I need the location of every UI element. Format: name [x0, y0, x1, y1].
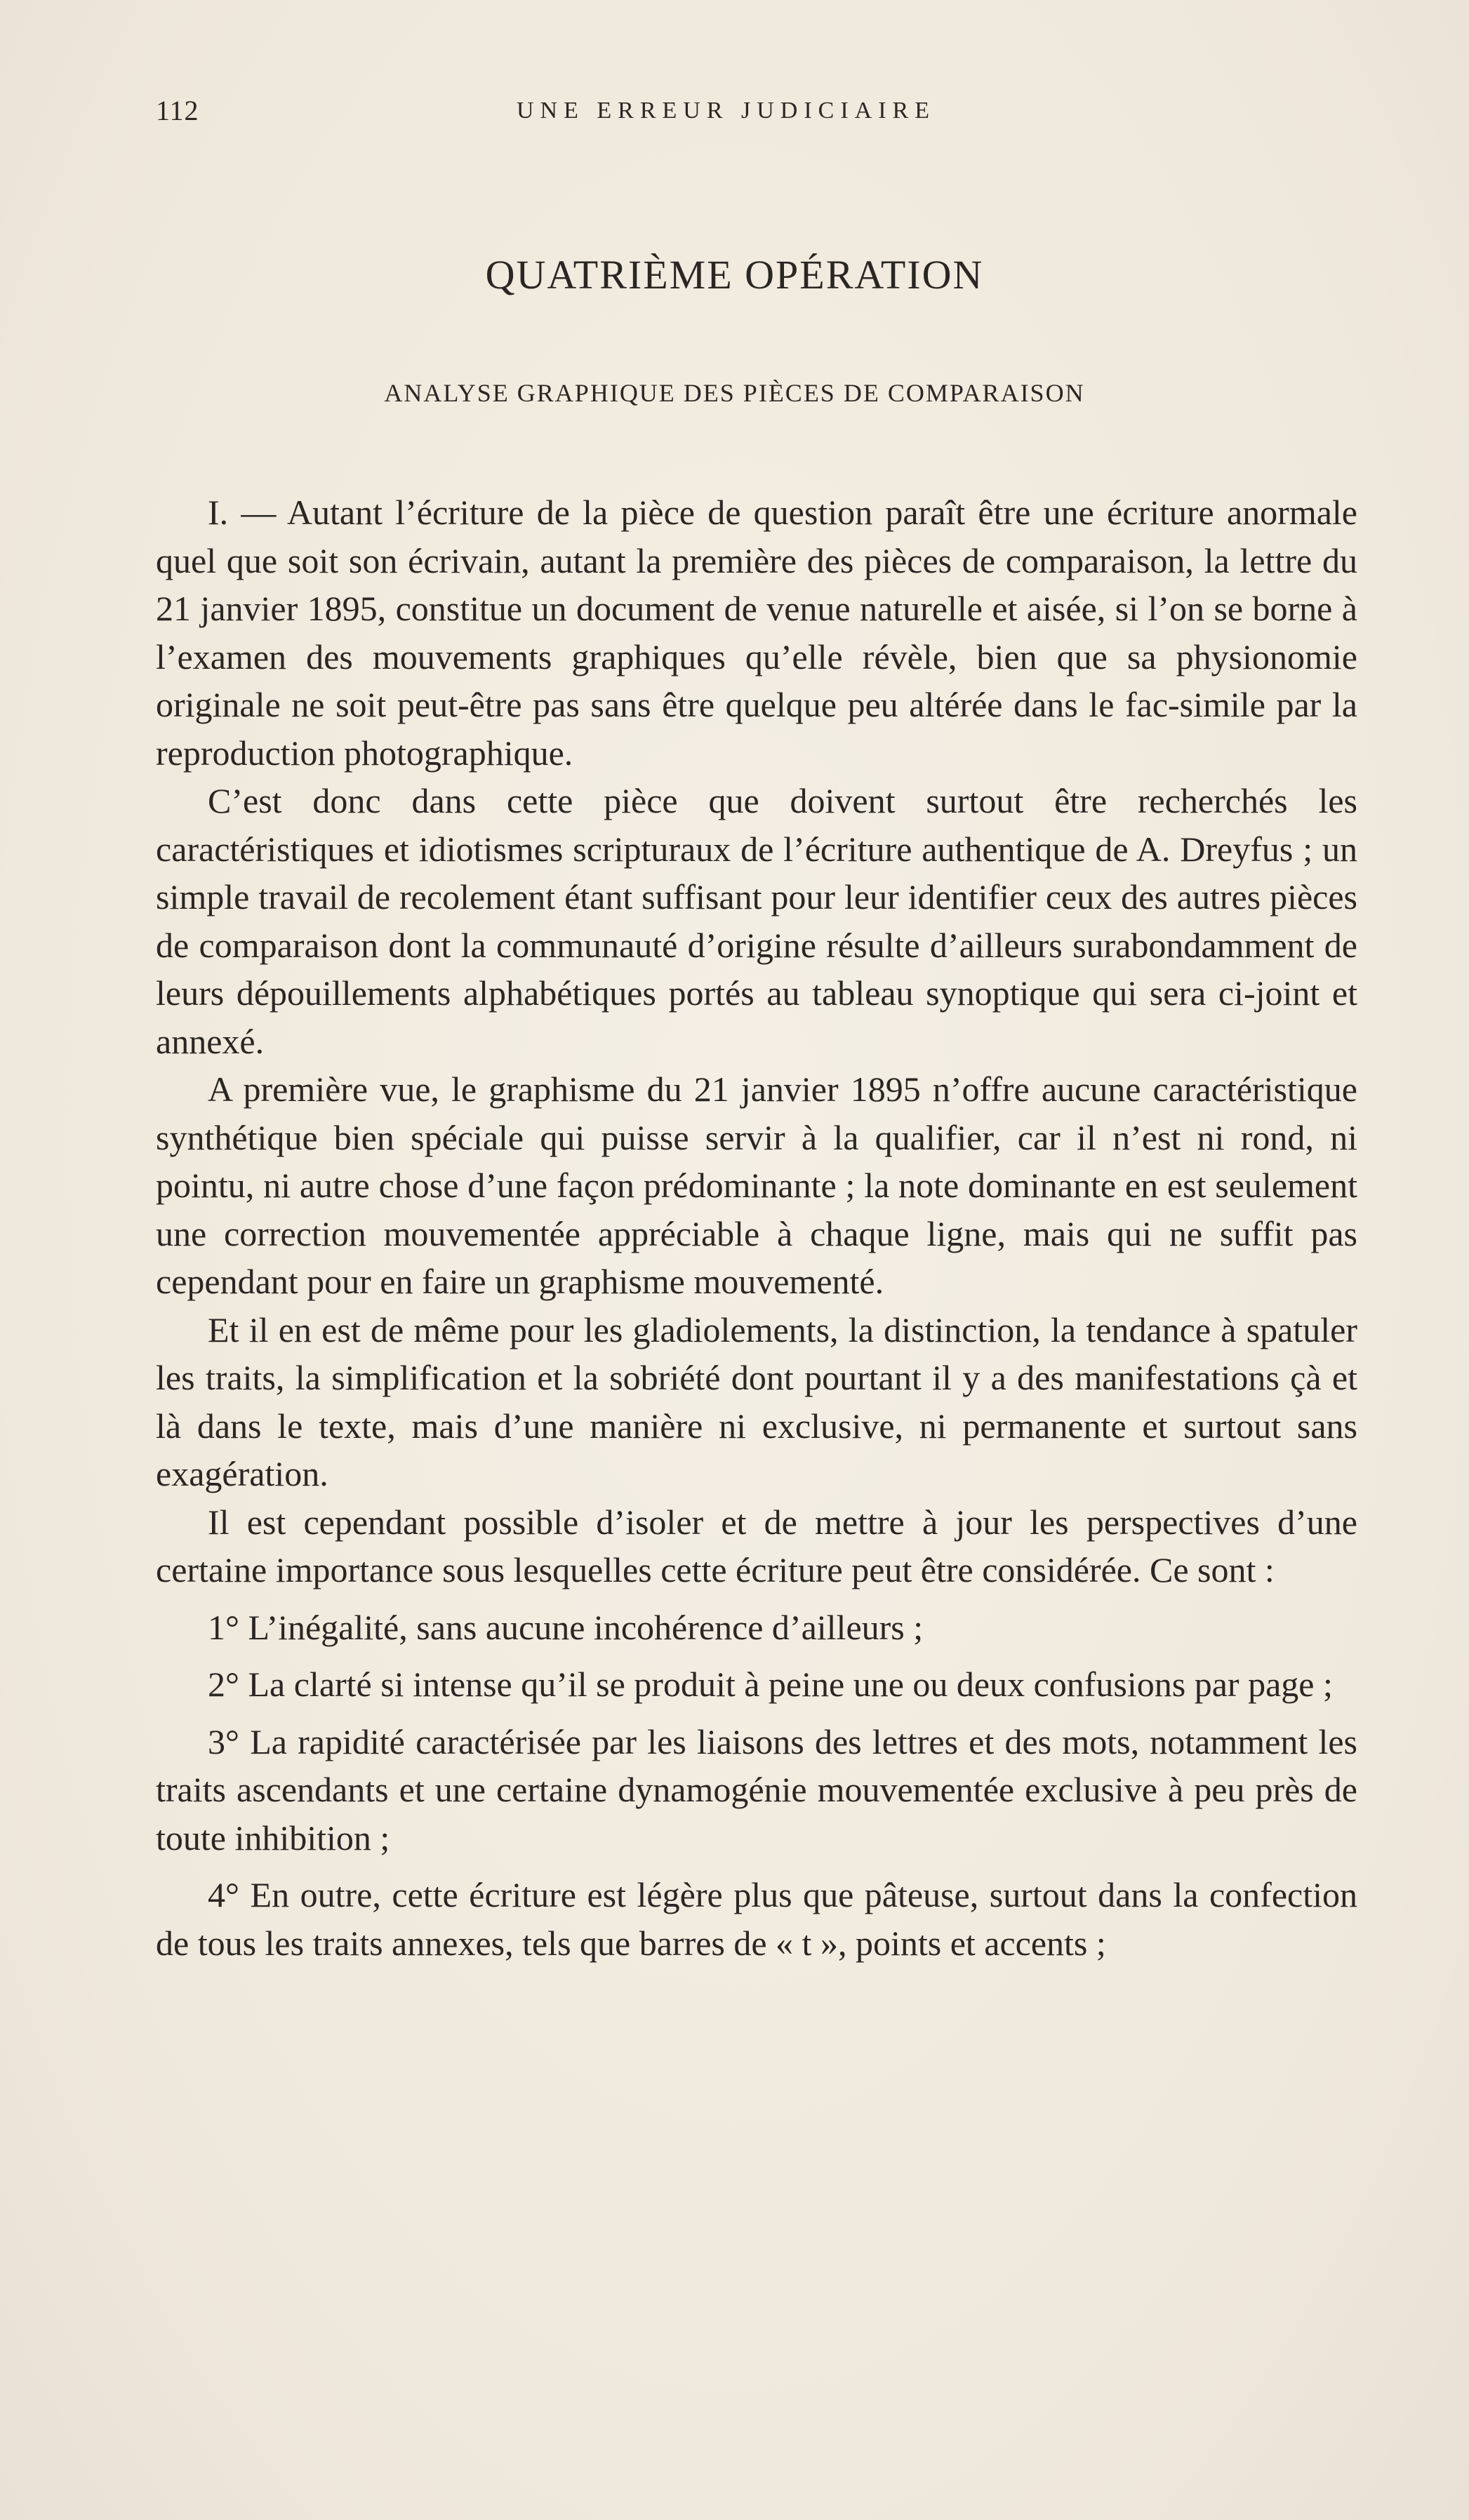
body-text	[156, 488, 1357, 1967]
paragraph: C’est donc dans cette pièce que doivent surtout être recherchés les caractéristiques et idiotismes scripturaux de l’écriture authentique de A. Dreyfus ; un simple travail de recolement étant suffisant pour leur identifier ceux des autres pièces de comparaison dont la communauté d’origine résulte d’ailleurs surabondamment de leurs dépouillements alphabétiques portés au tableau synoptique qui sera ci-joint et annexé.	[156, 781, 1357, 1061]
list-item: 2° La clarté si intense qu’il se produit à peine une ou deux confusions par page ;	[208, 1665, 1333, 1704]
list-item: 1° L’inégalité, sans aucune incohérence d’ailleurs ;	[208, 1607, 924, 1647]
paragraph: Il est cependant possible d’isoler et de mettre à jour les perspectives d’une certaine importance sous lesquelles cette écriture peut être considérée. Ce sont :	[156, 1502, 1357, 1589]
section-subtitle: ANALYSE GRAPHIQUE DES PIÈCES DE COMPARAISON	[384, 379, 1085, 407]
list-item: 4° En outre, cette écriture est légère plus que pâteuse, surtout dans la confection de tous les traits annexes, tels que barres de « t », points et accents ;	[156, 1875, 1357, 1963]
paragraph: A première vue, le graphisme du 21 janvier 1895 n’offre aucune caractéristique synthétique bien spéciale qui puisse servir à la qualifier, car il n’est ni rond, ni pointu, ni autre chose d’une façon prédominante ; la note dominante en est seulement une correction mouvementée appréciable à chaque ligne, mais qui ne suffit pas cependant pour en faire un graphisme mouvementé.	[156, 1069, 1357, 1301]
list-item: 3° La rapidité caractérisée par les liaisons des lettres et des mots, notamment les traits ascendants et une certaine dynamogénie mouvementée exclusive à peu près de toute inhibition ;	[156, 1721, 1357, 1858]
paragraph: Et il en est de même pour les gladiolements, la distinction, la tendance à spatuler les traits, la simplification et la sobriété dont pourtant il y a des manifestations çà et là dans le texte, mais d’une manière ni exclusive, ni permanente et surtout sans exagération.	[156, 1309, 1357, 1493]
paragraph: I. — Autant l’écriture de la pièce de question paraît être une écriture anormale quel que soit son écrivain, autant la première des pièces de comparaison, la lettre du 21 janvier 1895, constitue un document de venue naturelle et aisée, si l’on se borne à l’examen des mouvements graphiques qu’elle révèle, bien que sa physionomie originale ne soit peut-être pas sans être quelque peu altérée dans le fac-simile par la reproduction photographique.	[156, 493, 1357, 773]
page-header	[156, 90, 1357, 132]
section-title: QUATRIÈME OPÉRATION	[485, 252, 984, 298]
running-title: UNE ERREUR JUDICIAIRE	[517, 98, 936, 124]
page-number: 112	[156, 95, 199, 126]
